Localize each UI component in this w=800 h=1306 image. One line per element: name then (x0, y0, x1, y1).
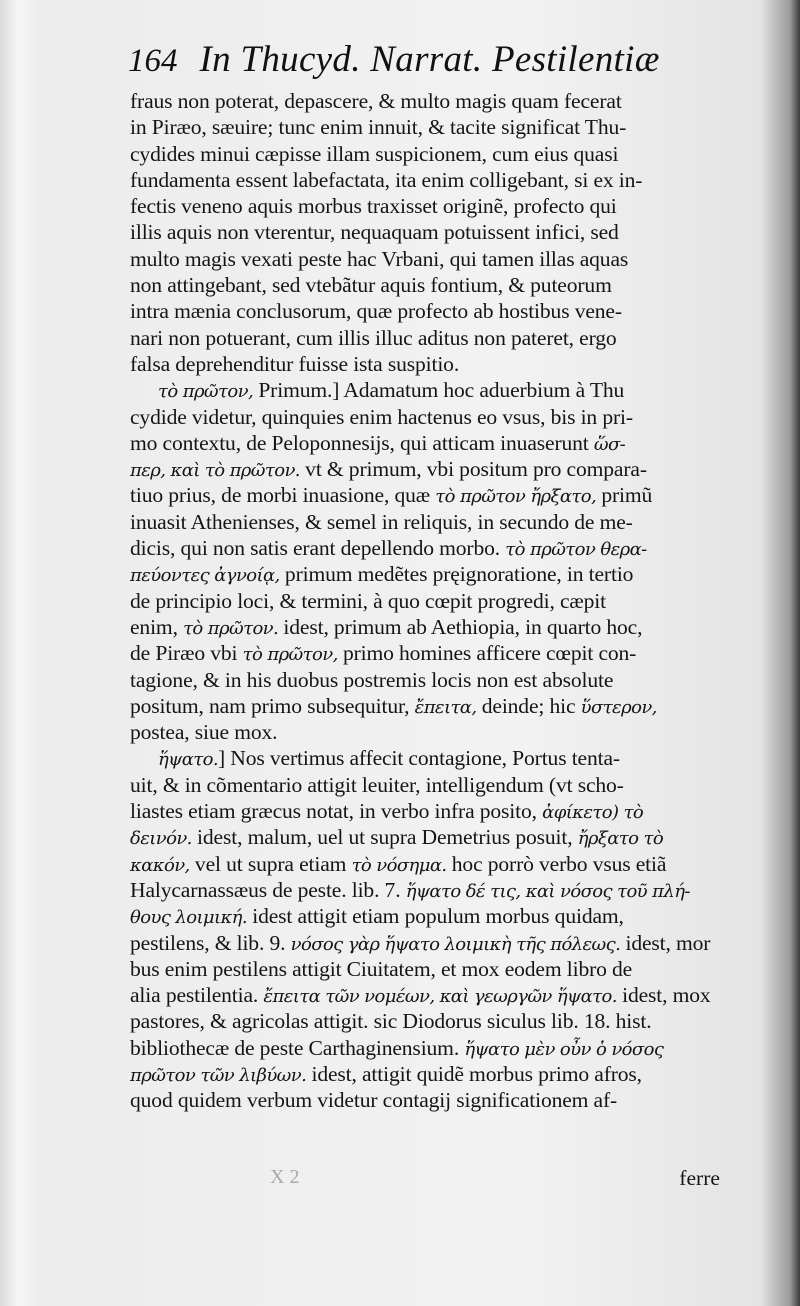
latin-text: vt & primum, vbi positum pro compara- (299, 457, 647, 482)
text-line (130, 982, 770, 1008)
latin-text: idest, mor (620, 930, 711, 955)
text-line (130, 1061, 770, 1087)
greek-phrase: ἤρξατο τὸ (577, 828, 664, 850)
latin-text: postea, siue mox. (130, 720, 278, 745)
latin-text: idest, malum, uel ut supra Demetrius posuit, (191, 825, 578, 850)
latin-text: fundamenta essent labefactata, ita enim colligebant, si ex in- (130, 167, 643, 192)
text-line (130, 430, 770, 456)
latin-text: hoc porrò verbo vsus etiã (446, 851, 667, 876)
latin-text: nari non potuerant, cum illis illuc aditus non pateret, ergo (130, 325, 617, 350)
text-line (130, 219, 770, 245)
greek-phrase: θους λοιμική. (130, 907, 247, 929)
latin-text: dicis, qui non satis erant depellendo morbo. (130, 536, 506, 561)
greek-phrase: τὸ πρῶτον. (183, 617, 279, 639)
latin-text: cydide videtur, quinquies enim hactenus eo vsus, bis in pri- (130, 404, 633, 429)
greek-phrase: τὸ πρῶτον, (158, 381, 254, 403)
latin-text: idest, primum ab Aethiopia, in quarto hoc, (278, 614, 643, 639)
text-line (130, 456, 770, 482)
greek-phrase: τὸ πρῶτον θερα- (505, 539, 647, 561)
text-line (130, 745, 770, 771)
latin-text: de Piræo vbi (130, 641, 243, 666)
latin-text: primum medẽtes pręignoratione, in tertio (279, 562, 634, 587)
greek-phrase: τὸ πρῶτον ἤρξατο, (435, 486, 597, 508)
latin-text: falsa deprehenditur fuisse ista suspitio. (130, 351, 460, 376)
text-line (130, 772, 770, 798)
text-line (130, 272, 770, 298)
greek-phrase: ἥψατο. (158, 749, 218, 771)
latin-text: intra mænia conclusorum, quæ profecto ab hostibus vene- (130, 299, 622, 324)
latin-text: alia pestilentia. (130, 983, 264, 1008)
latin-text: illis aquis non vterentur, nequaquam potuissent infici, sed (130, 220, 619, 245)
greek-phrase: ἥψατο μὲν οὖν ὁ νόσος (464, 1038, 664, 1060)
latin-text: idest attigit etiam populum morbus quidam, (247, 904, 624, 929)
text-line (130, 824, 770, 850)
latin-text: primũ (596, 483, 653, 508)
text-line (130, 1035, 770, 1061)
text-line (130, 930, 770, 956)
text-line (130, 535, 770, 561)
catchword: ferre (679, 1166, 720, 1190)
greek-phrase: τὸ πρῶτον, (242, 644, 338, 666)
text-line (130, 88, 770, 114)
latin-text: inuasit Athenienses, & semel in reliquis, in secundo de me- (130, 509, 633, 534)
text-line (130, 640, 770, 666)
latin-text: pastores, & agricolas attigit. sic Diodorus siculus lib. 18. hist. (130, 1009, 652, 1034)
page-footer (160, 1166, 760, 1191)
text-line (130, 903, 770, 929)
latin-text: non attingebant, sed vtebãtur aquis fontium, & puteorum (130, 273, 612, 298)
text-line (130, 614, 770, 640)
latin-text: pestilens, & lib. 9. (130, 930, 291, 955)
latin-text: tiuo prius, de morbi inuasione, quæ (130, 483, 436, 508)
text-line (130, 404, 770, 430)
latin-text: cydides minui cæpisse illam suspicionem, cum eius quasi (130, 141, 619, 166)
latin-text: fraus non poterat, depascere, & multo magis quam fecerat (130, 89, 622, 113)
text-line (130, 509, 770, 535)
greek-phrase: νόσος γὰρ ἥψατο λοιμικὴ τῆς πόλεως. (290, 933, 621, 955)
latin-text: multo magis vexati peste hac Vrbani, qui tamen illas aquas (130, 246, 629, 271)
latin-text: vel ut supra etiam (189, 851, 352, 876)
greek-phrase: ὕστερον, (580, 696, 657, 718)
latin-text: in Piræo, sæuire; tunc enim innuit, & tacite significat Thu- (130, 115, 627, 140)
body-text (130, 88, 770, 1114)
greek-phrase: πρῶτον τῶν λιβύων. (130, 1064, 307, 1086)
text-line (130, 877, 770, 903)
text-line (130, 693, 770, 719)
latin-text: bus enim pestilens attigit Ciuitatem, et mox eodem libro de (130, 956, 633, 981)
text-line (130, 351, 770, 377)
text-line (130, 193, 770, 219)
greek-phrase: τὸ νόσημα. (351, 854, 447, 876)
text-line (130, 667, 770, 693)
latin-text: tagione, & in his duobus postremis locis non est absolute (130, 667, 614, 692)
text-line (130, 588, 770, 614)
text-line (130, 377, 770, 403)
greek-phrase: ἥψατο δέ τις, καὶ νόσος τοῦ πλή- (405, 880, 690, 902)
text-line (130, 1008, 770, 1034)
latin-text: fectis veneno aquis morbus traxisset originẽ, profecto qui (130, 194, 617, 219)
latin-text: quod quidem verbum videtur contagij significationem af- (130, 1088, 618, 1113)
latin-text: de principio loci, & termini, à quo cœpit progredi, cæpit (130, 588, 607, 613)
text-line (130, 141, 770, 167)
text-line (130, 325, 770, 351)
text-line (130, 482, 770, 508)
text-line (130, 114, 770, 140)
text-line (130, 298, 770, 324)
latin-text: primo homines afficere cœpit con- (337, 641, 637, 666)
latin-text: enim, (130, 614, 184, 639)
text-line (130, 167, 770, 193)
text-line (130, 851, 770, 877)
page-number: 164 (128, 43, 178, 79)
running-header (128, 38, 768, 88)
greek-phrase: ἀφίκετο) τὸ (542, 802, 644, 824)
greek-phrase: κακόν, (130, 854, 190, 876)
latin-text: uit, & in cõmentario attigit leuiter, intelligendum (vt scho- (130, 772, 624, 797)
latin-text: bibliothecæ de peste Carthaginensium. (130, 1035, 465, 1060)
text-line (130, 561, 770, 587)
text-line (130, 246, 770, 272)
text-line (130, 798, 770, 824)
latin-text: ] Nos vertimus affecit contagione, Portus tenta- (217, 746, 620, 771)
greek-phrase: ἔπειτα τῶν νομέων, καὶ γεωργῶν ἥψατο. (263, 986, 617, 1008)
latin-text: positum, nam primo subsequitur, (130, 693, 415, 718)
latin-text: Halycarnassæus de peste. lib. 7. (130, 877, 406, 902)
greek-phrase: ὥσ- (593, 433, 626, 455)
greek-phrase: πεύοντες ἀγνοίᾳ, (130, 565, 280, 587)
text-line (130, 956, 770, 982)
latin-text: idest, mox (616, 983, 711, 1008)
greek-phrase: δεινόν. (130, 828, 192, 850)
latin-text: mo contextu, de Peloponnesijs, qui atticam inuaserunt (130, 430, 594, 455)
latin-text: idest, attigit quidẽ morbus primo afros, (306, 1061, 642, 1086)
running-title: In Thucyd. Narrat. Pestilentiæ (199, 39, 660, 80)
latin-text: deinde; hic (476, 693, 581, 718)
greek-phrase: περ, καὶ τὸ πρῶτον. (130, 460, 300, 482)
latin-text: Primum.] Adamatum hoc aduerbium à Thu (253, 378, 625, 403)
text-line (130, 719, 770, 745)
signature-mark: X 2 (270, 1166, 300, 1188)
text-line (130, 1087, 770, 1113)
latin-text: liastes etiam græcus notat, in verbo infra posito, (130, 799, 543, 824)
greek-phrase: ἔπειτα, (414, 696, 477, 718)
